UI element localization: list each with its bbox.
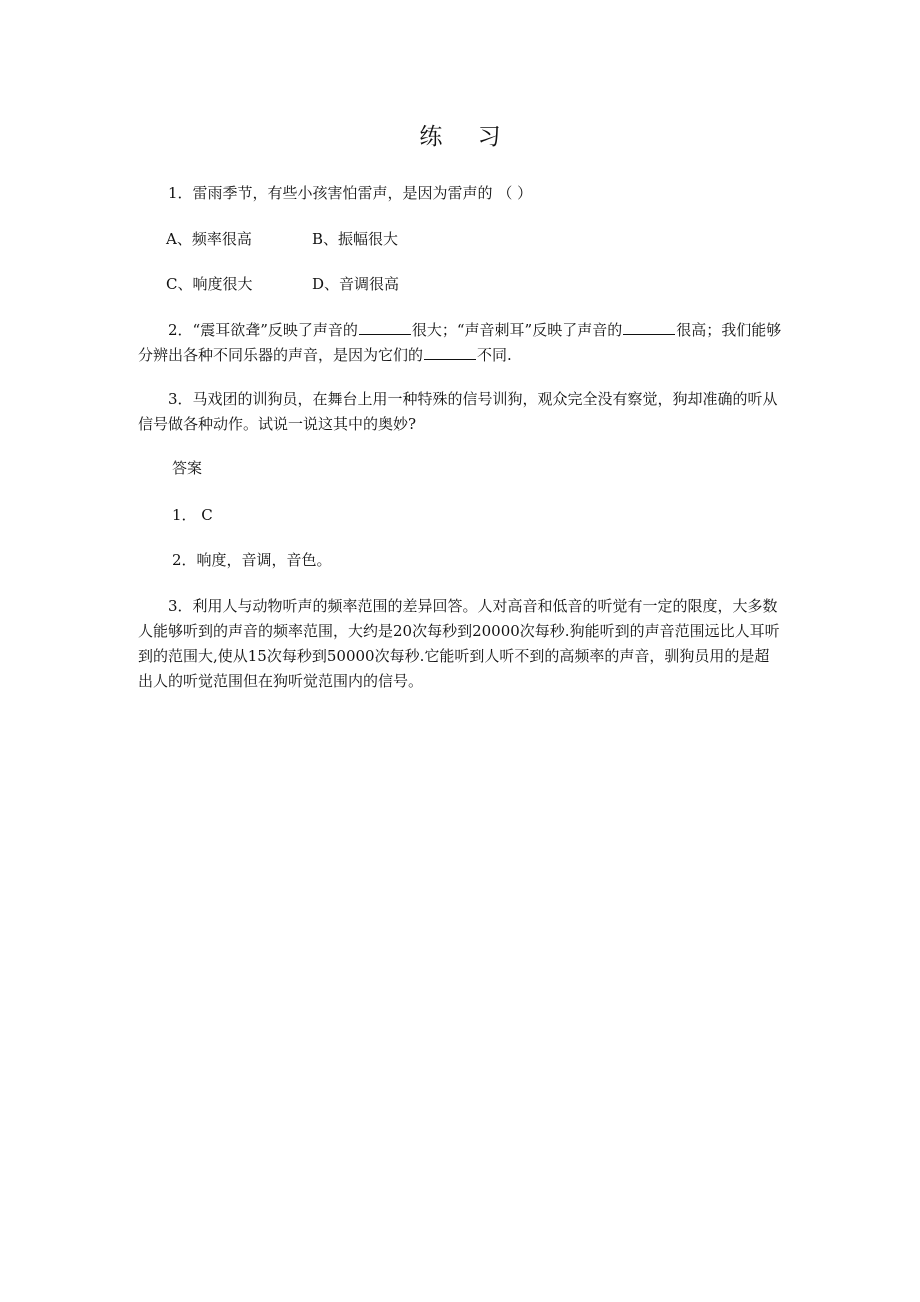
- fill-blank-1[interactable]: [359, 320, 411, 335]
- answer-1: 1． C: [172, 506, 213, 524]
- option-c: C、响度很大: [166, 275, 253, 293]
- question-2-part-4: 不同.: [477, 346, 512, 364]
- option-d: D、音调很高: [312, 275, 400, 293]
- answer-2: 2．响度，音调，音色。: [172, 551, 332, 569]
- question-1-options-row-2: [166, 272, 399, 297]
- answer-3: 3．利用人与动物听声的频率范围的差异回答。人对高音和低音的听觉有一定的限度，大多数人能够听到的声音的频率范围，大约是20次每秒到20000次每秒.狗能听到的声音范围远比人耳听到的范围大,使从15次每秒到50000次每秒.它能听到人听不到的高频率的声音，驯狗员用的是超出人的听觉范围但在狗听觉范围内的信号。: [138, 597, 780, 690]
- question-2-part-3: 很高；我们能够分辨出各种不同乐器的声音，是因为它们的: [138, 321, 782, 364]
- option-a: A、频率很高: [166, 230, 252, 248]
- question-2-part-1: 2．“震耳欲聋”反映了声音的: [168, 321, 358, 339]
- question-2-part-2: 很大；“声音刺耳”反映了声音的: [411, 321, 623, 339]
- fill-blank-3[interactable]: [424, 345, 476, 360]
- question-1: 1．雷雨季节，有些小孩害怕雷声，是因为雷声的 （ ）: [168, 184, 533, 202]
- page-title: 练 习: [419, 124, 515, 150]
- question-1-options-row-1: [166, 227, 398, 252]
- question-3: 3．马戏团的训狗员，在舞台上用一种特殊的信号训狗，观众完全没有察觉，狗却准确的听从信号做各种动作。试说一说这其中的奥妙?: [138, 390, 778, 433]
- answers-heading: 答案: [172, 459, 203, 477]
- option-b: B、振幅很大: [312, 230, 399, 248]
- fill-blank-2[interactable]: [623, 320, 675, 335]
- question-2: [138, 318, 784, 368]
